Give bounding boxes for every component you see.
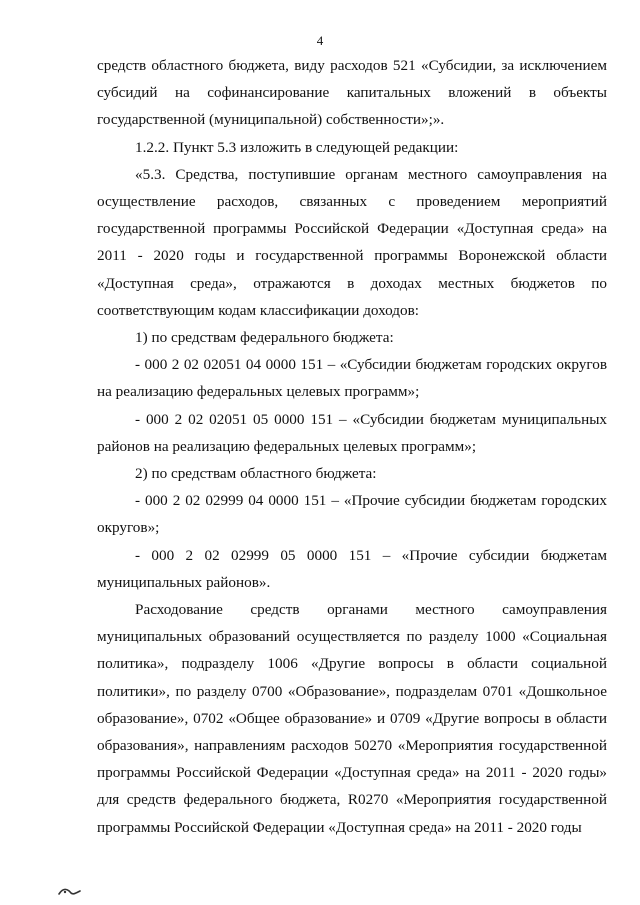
paragraph-federal-funds-heading: 1) по средствам федерального бюджета: [135, 329, 394, 347]
scan-artifact-mark [58, 886, 82, 896]
page-number: 4 [316, 33, 324, 48]
document-body [97, 52, 607, 841]
list-item-federal-urban: - 000 2 02 02051 04 0000 151 – «Субсидии бюджетам городских округов на реализацию федеральных целевых программ»; [97, 356, 607, 401]
paragraph-budget-continuation: средств областного бюджета, виду расходов 521 «Субсидии, за исключением субсидий на софинансирование капитальных вложений в объекты государственной (муниципальной) собственности»;». [97, 57, 607, 129]
paragraph-clause-1-2-2: 1.2.2. Пункт 5.3 изложить в следующей редакции: [135, 138, 459, 156]
paragraph-clause-5-3: «5.3. Средства, поступившие органам местного самоуправления на осуществление расходов, связанных с проведением мероприятий государственной программы Российской Федерации «Доступная среда» на 2011 - 2020 годы и государственной программы Воронежской области «Доступная среда», отражаются в доходах местных бюджетов по соответствующим кодам классификации доходов: [97, 165, 607, 319]
list-item-federal-districts: - 000 2 02 02051 05 0000 151 – «Субсидии бюджетам муниципальных районов на реализацию федеральных целевых программ»; [97, 410, 607, 455]
paragraph-spending: Расходование средств органами местного самоуправления муниципальных образований осуществляется по разделу 1000 «Социальная политика», подразделу 1006 «Другие вопросы в области социальной политики», по разделу 0700 «Образование», подразделам 0701 «Дошкольное образование», 0702 «Общее образование» и 0709 «Другие вопросы в области образования», направлениям расходов 50270 «Мероприятия государственной программы Российской Федерации «Доступная среда» на 2011 - 2020 годы» для средств федерального бюджета, R0270 «Мероприятия государственной программы Российской Федерации «Доступная среда» на 2011 - 2020 годы [97, 601, 607, 836]
list-item-regional-districts: - 000 2 02 02999 05 0000 151 – «Прочие субсидии бюджетам муниципальных районов». [97, 546, 607, 591]
list-item-regional-urban: - 000 2 02 02999 04 0000 151 – «Прочие субсидии бюджетам городских округов»; [97, 492, 607, 537]
paragraph-regional-funds-heading: 2) по средствам областного бюджета: [135, 465, 377, 483]
